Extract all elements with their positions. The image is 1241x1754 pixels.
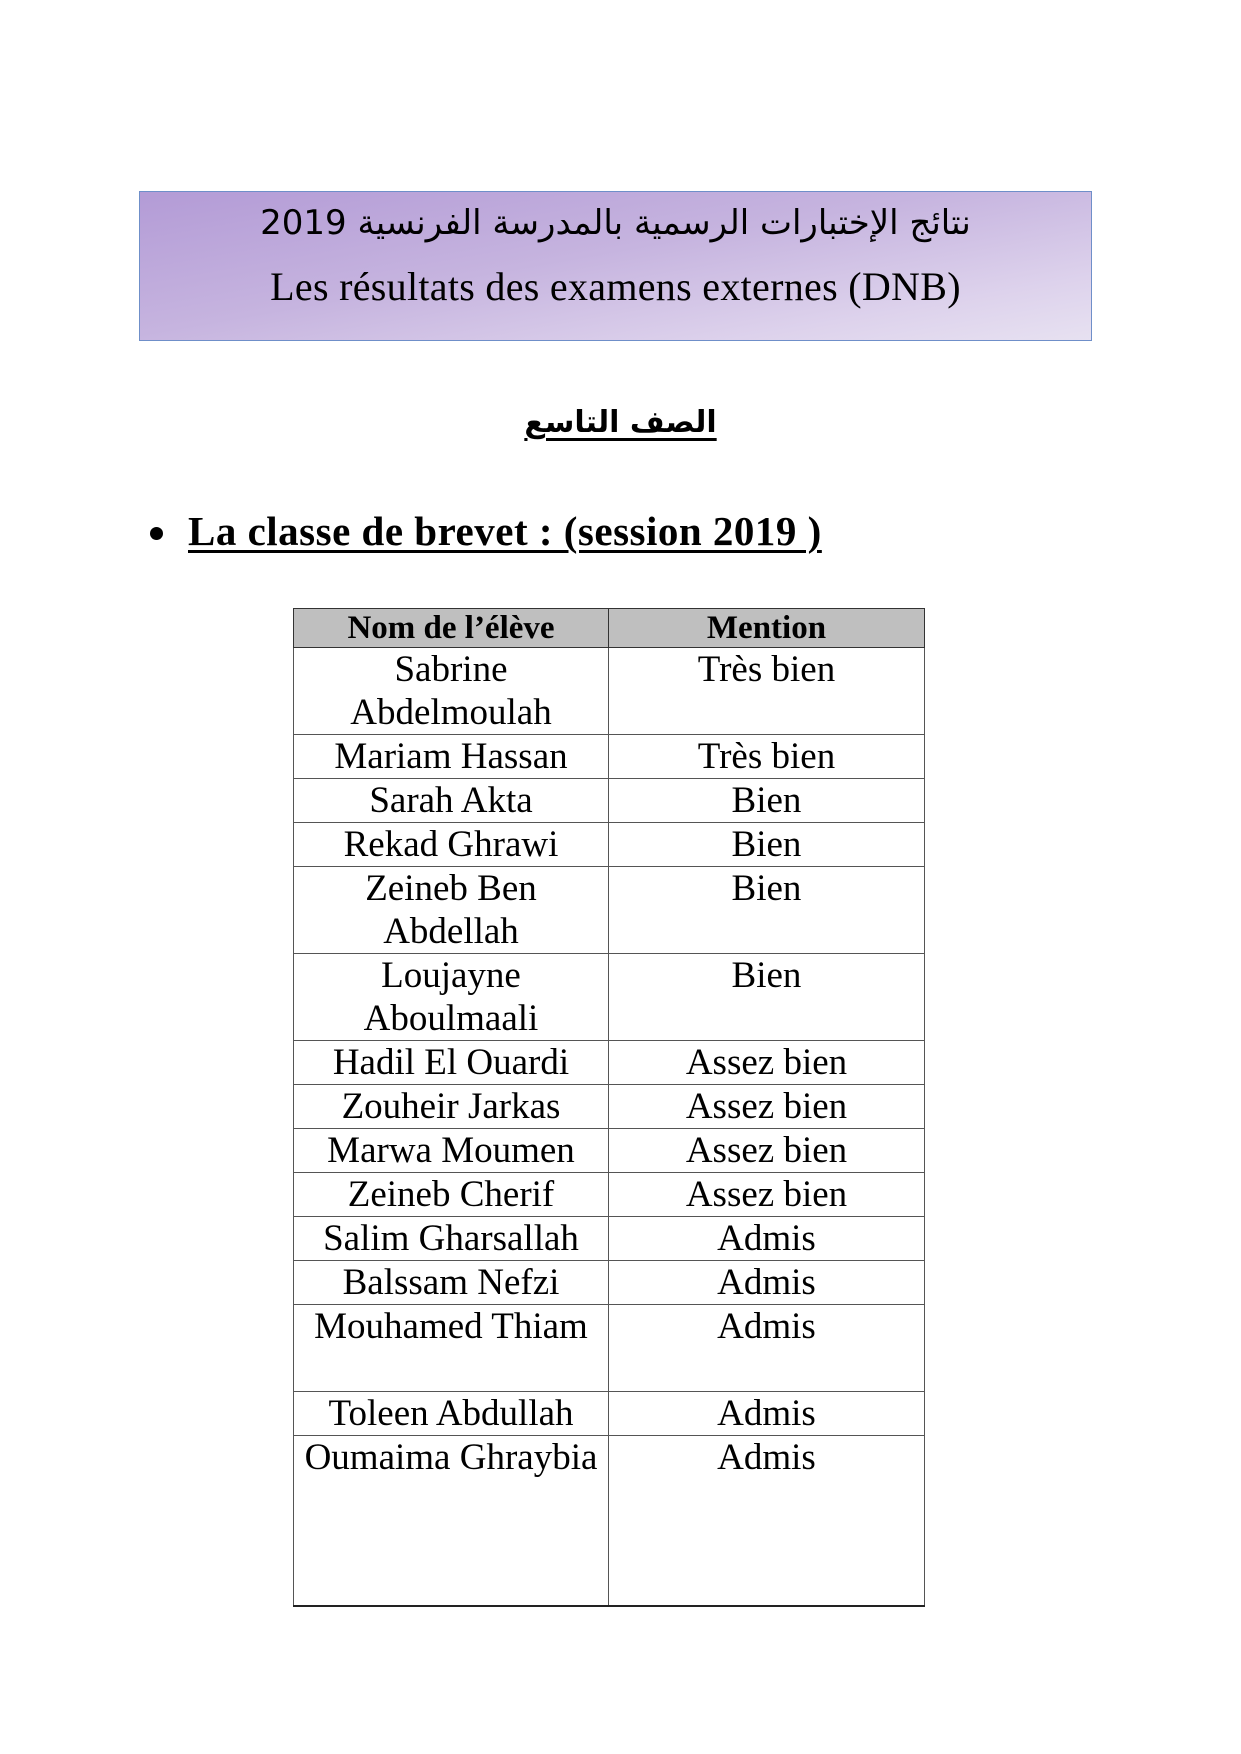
mention-cell: Admis: [609, 1436, 925, 1607]
table-row: [294, 648, 925, 735]
student-name-cell: Marwa Moumen: [294, 1129, 609, 1173]
mention-cell: Admis: [609, 1217, 925, 1261]
table-row: [294, 1261, 925, 1305]
mention-cell: Assez bien: [609, 1085, 925, 1129]
student-name-cell: Toleen Abdullah: [294, 1392, 609, 1436]
title-french: Les résultats des examens externes (DNB): [270, 264, 961, 309]
bullet-dot-icon: [150, 527, 163, 540]
title-arabic: نتائج الإختبارات الرسمية بالمدرسة الفرنسية 2019: [260, 203, 971, 243]
student-name-cell: Zeineb Cherif: [294, 1173, 609, 1217]
table-row: [294, 1305, 925, 1392]
grade-heading: [0, 398, 1241, 448]
grade-heading-text: الصف التاسع: [524, 405, 717, 440]
mention-cell: Bien: [609, 823, 925, 867]
mention-cell: Assez bien: [609, 1173, 925, 1217]
mention-cell: Admis: [609, 1392, 925, 1436]
table-row: [294, 954, 925, 1041]
student-name-cell: Rekad Ghrawi: [294, 823, 609, 867]
mention-cell: Très bien: [609, 648, 925, 735]
mention-cell: Très bien: [609, 735, 925, 779]
table-row: [294, 1129, 925, 1173]
student-name-cell: Mouhamed Thiam: [294, 1305, 609, 1392]
student-name-cell: Oumaima Ghraybia: [294, 1436, 609, 1607]
section-heading: [150, 506, 822, 556]
column-header-name: Nom de l’élève: [294, 609, 609, 648]
mention-cell: Admis: [609, 1261, 925, 1305]
student-name-cell: Zeineb Ben Abdellah: [294, 867, 609, 954]
student-name-cell: Sarah Akta: [294, 779, 609, 823]
student-name-cell: Mariam Hassan: [294, 735, 609, 779]
mention-cell: Assez bien: [609, 1129, 925, 1173]
mention-cell: Bien: [609, 867, 925, 954]
mention-cell: Assez bien: [609, 1041, 925, 1085]
student-name-cell: Salim Gharsallah: [294, 1217, 609, 1261]
results-table-body: [294, 648, 925, 1607]
section-title: La classe de brevet : (session 2019 ): [188, 508, 822, 554]
student-name-cell: Loujayne Aboulmaali: [294, 954, 609, 1041]
table-row: [294, 1041, 925, 1085]
table-row: [294, 1085, 925, 1129]
table-row: [294, 1173, 925, 1217]
mention-cell: Admis: [609, 1305, 925, 1392]
student-name-cell: Sabrine Abdelmoulah: [294, 648, 609, 735]
title-box: [139, 191, 1092, 341]
table-row: [294, 823, 925, 867]
mention-cell: Bien: [609, 954, 925, 1041]
results-table: [293, 608, 925, 1607]
student-name-cell: Hadil El Ouardi: [294, 1041, 609, 1085]
mention-cell: Bien: [609, 779, 925, 823]
table-row: [294, 1436, 925, 1607]
student-name-cell: Zouheir Jarkas: [294, 1085, 609, 1129]
table-header-row: [294, 609, 925, 648]
table-row: [294, 779, 925, 823]
table-row: [294, 1392, 925, 1436]
table-row: [294, 867, 925, 954]
table-row: [294, 1217, 925, 1261]
column-header-mention: Mention: [609, 609, 925, 648]
student-name-cell: Balssam Nefzi: [294, 1261, 609, 1305]
table-row: [294, 735, 925, 779]
